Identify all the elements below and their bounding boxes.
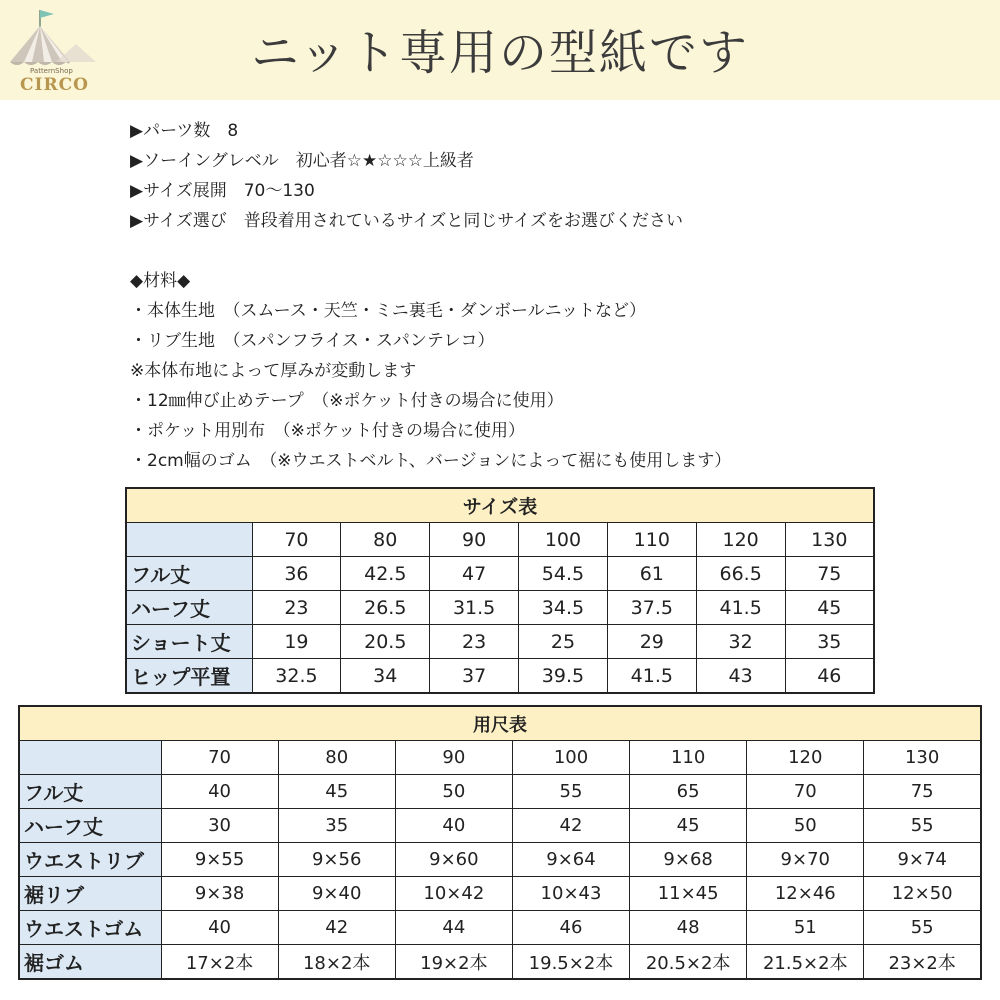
table-cell: 19×2本 <box>395 945 512 980</box>
size-header-cell: 110 <box>630 741 747 775</box>
material-item: ・本体生地 （スムース・天竺・ミニ裏毛・ダンボールニットなど） <box>130 301 646 321</box>
size-header-cell: 90 <box>395 741 512 775</box>
table-cell: 45 <box>630 809 747 843</box>
row-label: フル丈 <box>126 557 252 591</box>
table-cell: 55 <box>512 775 629 809</box>
table-row <box>19 877 981 911</box>
table-cell: 46 <box>512 911 629 945</box>
fabric-table <box>18 705 982 980</box>
row-label: 裾リブ <box>19 877 161 911</box>
size-header-cell: 80 <box>341 523 430 557</box>
table-cell: 32 <box>696 625 785 659</box>
row-label: ウエストゴム <box>19 911 161 945</box>
table-cell: 75 <box>864 775 981 809</box>
table-cell: 34 <box>341 659 430 694</box>
table-cell: 70 <box>747 775 864 809</box>
table-cell: 23×2本 <box>864 945 981 980</box>
table-cell: 9×74 <box>864 843 981 877</box>
size-header-cell: 90 <box>430 523 519 557</box>
table-cell: 40 <box>161 911 278 945</box>
spacer <box>130 236 990 266</box>
header-banner <box>0 0 1000 100</box>
table-cell: 43 <box>696 659 785 694</box>
size-header-cell: 100 <box>512 741 629 775</box>
row-label: ウエストリブ <box>19 843 161 877</box>
materials-heading: ◆材料◆ <box>130 271 191 291</box>
table-cell: 42 <box>512 809 629 843</box>
table-row <box>126 557 874 591</box>
table-cell: 40 <box>395 809 512 843</box>
table-cell: 10×42 <box>395 877 512 911</box>
table-cell: 12×46 <box>747 877 864 911</box>
table-row <box>19 775 981 809</box>
table-cell: 75 <box>785 557 874 591</box>
table-cell: 26.5 <box>341 591 430 625</box>
table-row <box>19 911 981 945</box>
size-header-cell: 70 <box>161 741 278 775</box>
logo-name-text: CIRCO <box>20 75 89 95</box>
table-cell: 54.5 <box>519 557 608 591</box>
row-label: フル丈 <box>19 775 161 809</box>
size-header-cell: 80 <box>278 741 395 775</box>
size-table <box>125 487 875 694</box>
table-cell: 37 <box>430 659 519 694</box>
table-cell: 37.5 <box>607 591 696 625</box>
table-cell: 46 <box>785 659 874 694</box>
table-cell: 34.5 <box>519 591 608 625</box>
table-cell: 36 <box>252 557 341 591</box>
size-header-cell: 130 <box>785 523 874 557</box>
material-item: ・2cm幅のゴム （※ウエストベルト、バージョンによって裾にも使用します） <box>130 451 732 471</box>
row-label: 裾ゴム <box>19 945 161 980</box>
row-label: ショート丈 <box>126 625 252 659</box>
table-cell: 9×40 <box>278 877 395 911</box>
table-cell: 10×43 <box>512 877 629 911</box>
table-cell: 41.5 <box>696 591 785 625</box>
table-cell: 11×45 <box>630 877 747 911</box>
material-item: ・リブ生地 （スパンフライス・スパンテレコ） <box>130 331 495 351</box>
table-cell: 47 <box>430 557 519 591</box>
table-cell: 23 <box>430 625 519 659</box>
info-line-size-range: ▶サイズ展開 70～130 <box>130 181 315 201</box>
table-cell: 42 <box>278 911 395 945</box>
table-row <box>19 945 981 980</box>
size-table-caption: サイズ表 <box>126 488 874 523</box>
size-header-cell: 100 <box>519 523 608 557</box>
table-cell: 9×70 <box>747 843 864 877</box>
table-cell: 29 <box>607 625 696 659</box>
table-cell: 32.5 <box>252 659 341 694</box>
info-section <box>130 116 990 476</box>
table-cell: 55 <box>864 809 981 843</box>
size-header-cell: 120 <box>696 523 785 557</box>
table-row <box>126 625 874 659</box>
table-cell: 35 <box>278 809 395 843</box>
row-label: ハーフ丈 <box>19 809 161 843</box>
table-cell: 42.5 <box>341 557 430 591</box>
table-cell: 40 <box>161 775 278 809</box>
table-cell: 9×55 <box>161 843 278 877</box>
table-cell: 21.5×2本 <box>747 945 864 980</box>
table-cell: 50 <box>395 775 512 809</box>
material-item: ・ポケット用別布 （※ポケット付きの場合に使用） <box>130 421 526 441</box>
table-cell: 41.5 <box>607 659 696 694</box>
table-cell: 31.5 <box>430 591 519 625</box>
table-cell: 9×56 <box>278 843 395 877</box>
table-cell: 55 <box>864 911 981 945</box>
table-cell: 19.5×2本 <box>512 945 629 980</box>
table-cell: 39.5 <box>519 659 608 694</box>
table-cell: 9×38 <box>161 877 278 911</box>
table-cell: 23 <box>252 591 341 625</box>
table-cell: 51 <box>747 911 864 945</box>
size-header-cell: 110 <box>607 523 696 557</box>
table-cell: 44 <box>395 911 512 945</box>
table-cell: 35 <box>785 625 874 659</box>
table-row <box>126 591 874 625</box>
fabric-table-header-row <box>19 741 981 775</box>
page-title: ニット専用の型紙です <box>250 25 750 81</box>
size-header-cell: 130 <box>864 741 981 775</box>
size-header-cell: 70 <box>252 523 341 557</box>
logo-shop-text: PatternShop <box>30 67 73 75</box>
table-cell: 9×64 <box>512 843 629 877</box>
table-cell: 30 <box>161 809 278 843</box>
info-line-parts: ▶パーツ数 8 <box>130 121 239 141</box>
table-cell: 20.5×2本 <box>630 945 747 980</box>
fabric-table-caption: 用尺表 <box>19 706 981 741</box>
info-line-size-choice: ▶サイズ選び 普段着用されているサイズと同じサイズをお選びください <box>130 211 683 231</box>
material-item: ・12㎜伸び止めテープ （※ポケット付きの場合に使用） <box>130 391 564 411</box>
corner-cell <box>126 523 252 557</box>
row-label: ヒップ平置 <box>126 659 252 694</box>
corner-cell <box>19 741 161 775</box>
table-row <box>19 809 981 843</box>
table-cell: 9×60 <box>395 843 512 877</box>
table-cell: 48 <box>630 911 747 945</box>
table-cell: 20.5 <box>341 625 430 659</box>
table-row <box>126 659 874 694</box>
table-cell: 66.5 <box>696 557 785 591</box>
size-table-header-row <box>126 523 874 557</box>
row-label: ハーフ丈 <box>126 591 252 625</box>
table-cell: 9×68 <box>630 843 747 877</box>
table-cell: 25 <box>519 625 608 659</box>
table-cell: 12×50 <box>864 877 981 911</box>
table-cell: 17×2本 <box>161 945 278 980</box>
table-cell: 45 <box>278 775 395 809</box>
size-header-cell: 120 <box>747 741 864 775</box>
table-cell: 45 <box>785 591 874 625</box>
info-line-level: ▶ソーイングレベル 初心者☆★☆☆☆上級者 <box>130 151 474 171</box>
table-row <box>19 843 981 877</box>
material-note: ※本体布地によって厚みが変動します <box>130 361 417 381</box>
table-cell: 18×2本 <box>278 945 395 980</box>
table-cell: 61 <box>607 557 696 591</box>
table-cell: 65 <box>630 775 747 809</box>
table-cell: 19 <box>252 625 341 659</box>
table-cell: 50 <box>747 809 864 843</box>
